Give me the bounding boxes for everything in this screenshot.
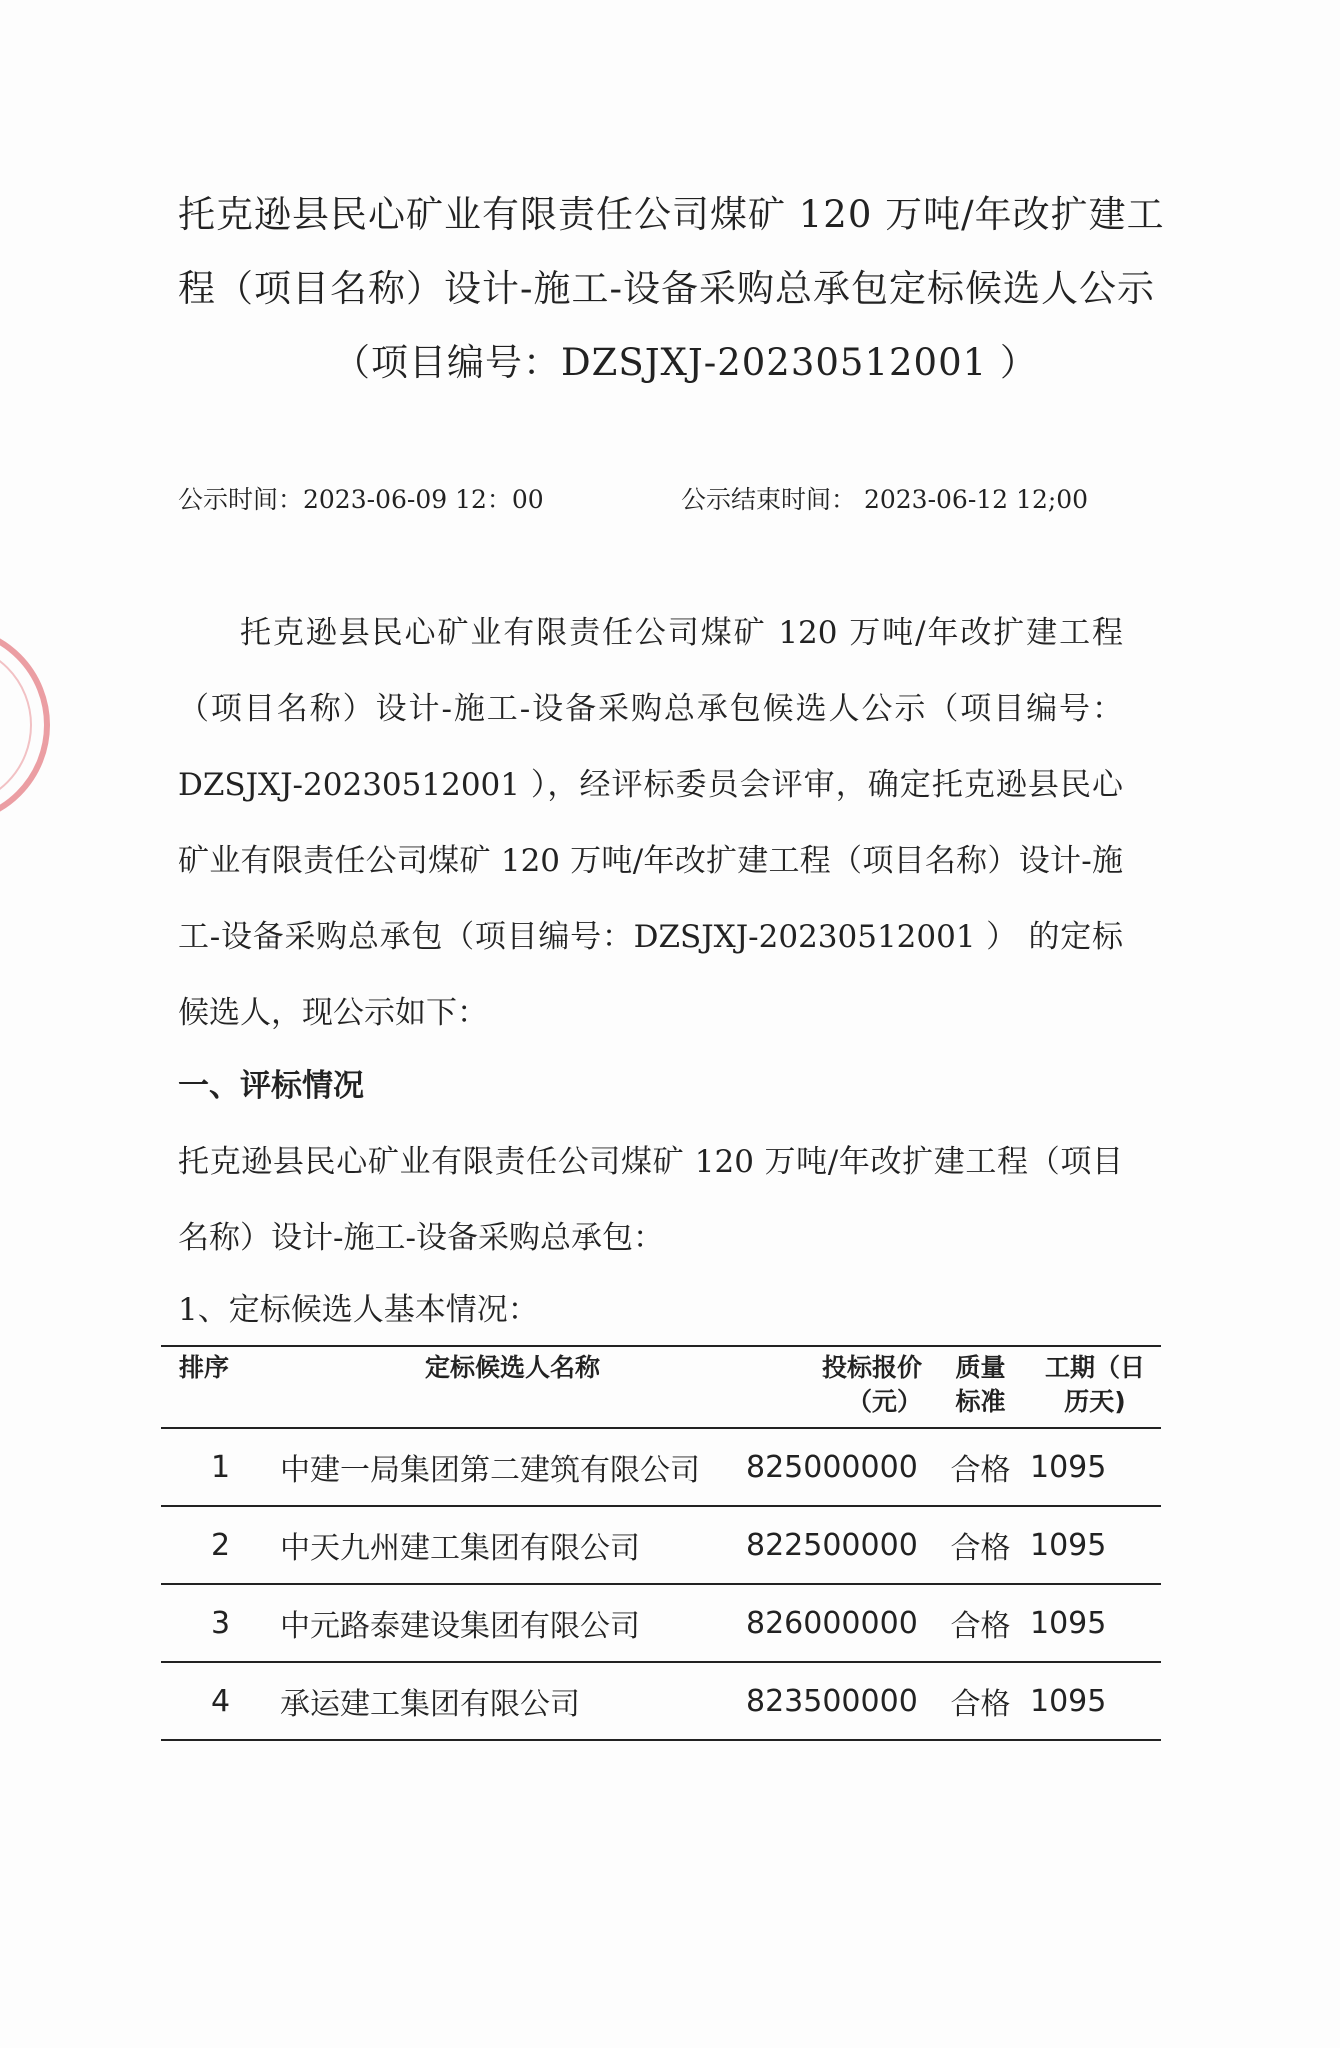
cell-candidate-name: 承运建工集团有限公司 [280, 1687, 580, 1722]
header-bid-price-line1: 投标报价 [821, 1353, 922, 1382]
header-period-line2: 历天) [1064, 1387, 1126, 1416]
header-quality-line2: 标准 [955, 1387, 1006, 1416]
title-line-1: 托克逊县民心矿业有限责任公司煤矿 120 万吨/年改扩建工 [178, 193, 1165, 236]
section-heading-evaluation: 一、评标情况 [178, 1068, 364, 1104]
header-quality-standard [932, 1346, 1029, 1428]
header-period-line1: 工期（日 [1044, 1353, 1145, 1382]
cell-period: 1095 [1030, 1527, 1107, 1563]
announcement-start-time: 公示时间：2023-06-09 12：00 [178, 485, 544, 514]
candidate-info-heading: 1、定标候选人基本情况： [178, 1292, 539, 1328]
header-candidate-name: 定标候选人名称 [424, 1353, 600, 1382]
header-construction-period [1029, 1346, 1161, 1428]
intro-section [178, 595, 1123, 1051]
cell-bid-price: 825000000 [746, 1449, 918, 1485]
header-quality-line1: 质量 [955, 1353, 1006, 1382]
cell-quality: 合格 [950, 1609, 1011, 1644]
candidate-table [161, 1345, 1161, 1741]
section-evaluation-text: 托克逊县民心矿业有限责任公司煤矿 120 万吨/年改扩建工程（项目名称）设计-施工-设备采购总承包： [178, 1144, 1123, 1256]
cell-quality: 合格 [950, 1687, 1011, 1722]
table-row [161, 1428, 1161, 1506]
cell-rank: 2 [210, 1527, 231, 1563]
red-seal-stamp [0, 625, 50, 825]
announcement-end-time: 公示结束时间： 2023-06-12 12;00 [681, 485, 1089, 514]
candidate-table-wrapper [161, 1345, 1145, 1741]
cell-period: 1095 [1030, 1605, 1107, 1641]
project-number: （项目编号：DZSJXJ-20230512001 ） [333, 341, 1038, 384]
cell-bid-price: 823500000 [746, 1683, 918, 1719]
cell-bid-price: 822500000 [746, 1527, 918, 1563]
seal-inner-ring [0, 643, 32, 807]
cell-candidate-name: 中建一局集团第二建筑有限公司 [280, 1453, 700, 1488]
cell-bid-price: 826000000 [746, 1605, 918, 1641]
cell-rank: 1 [210, 1449, 231, 1485]
table-row [161, 1584, 1161, 1662]
cell-period: 1095 [1030, 1449, 1107, 1485]
header-bid-price [746, 1346, 932, 1428]
table-row [161, 1506, 1161, 1584]
title-line-2: 程（项目名称）设计-施工-设备采购总承包定标候选人公示 [178, 267, 1156, 310]
cell-rank: 3 [210, 1605, 231, 1641]
cell-quality: 合格 [950, 1453, 1011, 1488]
table-header-row [161, 1346, 1161, 1428]
header-rank: 排序 [179, 1353, 230, 1382]
cell-candidate-name: 中天九州建工集团有限公司 [280, 1531, 640, 1566]
cell-candidate-name: 中元路泰建设集团有限公司 [280, 1609, 640, 1644]
cell-rank: 4 [210, 1683, 231, 1719]
intro-paragraph: 托克逊县民心矿业有限责任公司煤矿 120 万吨/年改扩建工程（项目名称）设计-施工-设备采购总承包候选人公示（项目编号：DZSJXJ-20230512001 ），经评标委员会评审，确定托克逊县民心矿业有限责任公司煤矿 120 万吨/年改扩建工程（项目名称）设计-施工-设备采购总承包（项目编号：DZSJXJ-20230512001 ） 的定标候选人，现公示如下： [178, 615, 1123, 1031]
table-row [161, 1662, 1161, 1740]
header-bid-price-line2: （元） [846, 1387, 922, 1416]
document-title [178, 178, 1178, 400]
cell-period: 1095 [1030, 1683, 1107, 1719]
cell-quality: 合格 [950, 1531, 1011, 1566]
